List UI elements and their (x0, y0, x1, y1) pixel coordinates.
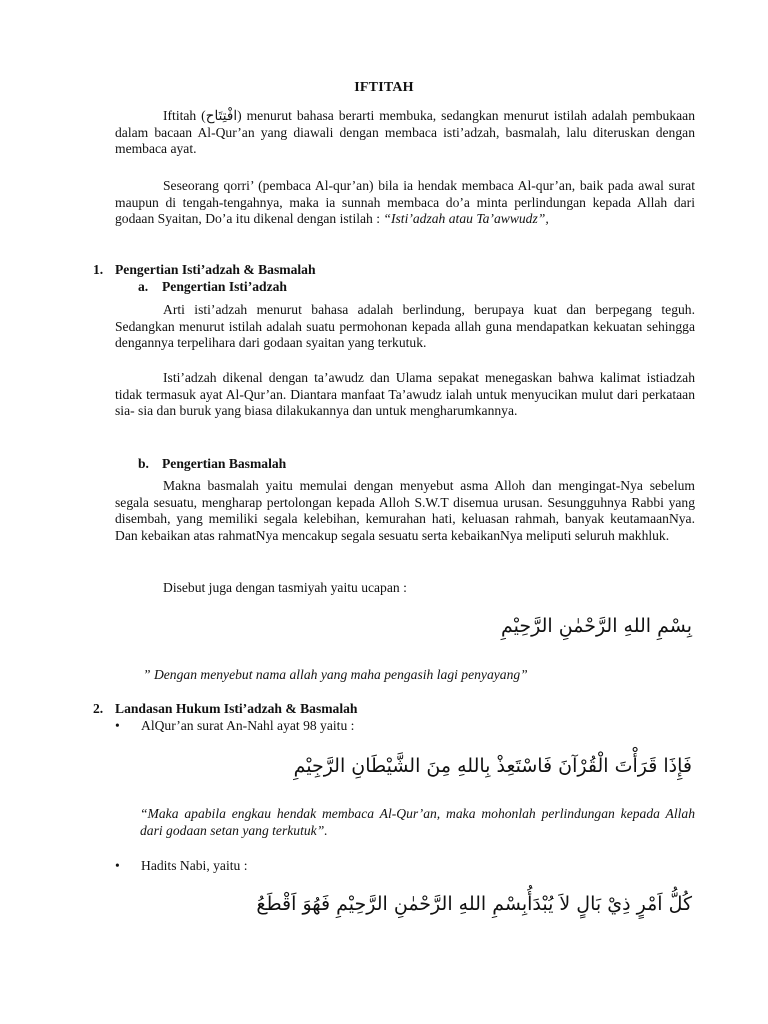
an-nahl-arabic: فَإِذَا قَرَأْتَ الْقُرْآنَ فَاسْتَعِذْ بِاللهِ مِنَ الشَّيْطَانِ الرَّجِيْمِ (293, 755, 692, 777)
section-2-title: Landasan Hukum Isti’adzah & Basmalah (115, 701, 358, 716)
an-nahl-translation: “Maka apabila engkau hendak membaca Al-Qur’an, maka mohonlah perlindungan kepada Allah dari godaan setan yang terkutuk”. (140, 806, 695, 838)
istiadzah-paragraph-1: Arti isti’adzah menurut bahasa adalah berlindung, berupaya kuat dan berpegang teguh. Sedangkan menurut istilah adalah suatu permohonan kepada allah guna mendapatkan kekuatan sehingga dengannya terpelihara dari godaan syaitan yang terkutuk. (115, 302, 695, 351)
section-1b-number: b. (138, 456, 149, 471)
section-1a-heading (138, 279, 287, 295)
section-1a-title: Pengertian Isti’adzah (162, 279, 287, 294)
section-2-heading (93, 701, 358, 717)
intro-paragraph-2-term: “Isti’adzah atau Ta’awwudz”, (383, 211, 549, 227)
bullet-icon: • (115, 718, 120, 733)
intro-paragraph-2 (115, 178, 695, 228)
section-1b-title: Pengertian Basmalah (162, 456, 287, 471)
intro-paragraph-1: Iftitah (افْتِتَاح) menurut bahasa berarti membuka, sedangkan menurut istilah adalah pembukaan dalam bacaan Al-Qur’an yang diawali dengan membaca isti’adzah, basmalah, lalu diteruskan dengan membaca ayat. (115, 108, 695, 157)
document-title: IFTITAH (354, 80, 414, 95)
section-2-number: 2. (93, 701, 104, 716)
basmalah-translation: ” Dengan menyebut nama allah yang maha pengasih lagi penyayang” (143, 667, 528, 682)
basmalah-paragraph-1: Makna basmalah yaitu memulai dengan menyebut asma Alloh dan mengingat-Nya sebelum segala sesuatu, mengharap pertolongan kepada Alloh S.W.T disemua urusan. Sesungguhnya Rabbi yang disembah, yang memiliki segala kelebihan, kemurahan hati, keluasan rahmah, banyak keutamaanNya. Dan kebaikan atas rahmatNya mencakup segala sesuatu serta kebaikanNya meliputi seluruh makhluk. (115, 478, 695, 543)
basmalah-arabic: بِسْمِ اللهِ الرَّحْمٰنِ الرَّحِيْمِ (501, 615, 692, 637)
section-1-title: Pengertian Isti’adzah & Basmalah (115, 262, 316, 277)
hadits-arabic: كُلُّ اَمْرٍ ذِيْ بَالٍ لاَ يُبْدَأُبِسْمِ اللهِ الرَّحْمٰنِ الرَّحِيْمِ فَهُوَ اَقْطَعُ (256, 893, 692, 915)
section-1-heading (93, 262, 316, 278)
section-1b-heading (138, 456, 286, 472)
list-item-quran (115, 718, 354, 734)
list-item-hadits (115, 858, 247, 874)
bullet-icon: • (115, 858, 120, 873)
intro-paragraph-2-text: Seseorang qorri’ (pembaca Al-qur’an) bila ia hendak membaca Al-qur’an, baik pada awal surat maupun di tengah-tengahnya, maka ia sunnah membaca do’a minta perlindungan kepada Allah dari godaan Syaitan, Do’a itu dikenal dengan istilah : (115, 178, 695, 227)
istiadzah-paragraph-2: Isti’adzah dikenal dengan ta’awudz dan Ulama sepakat menegaskan bahwa kalimat istiadzah tidak termasuk ayat Al-Qur’an. Diantara manfaat Ta’awudz ialah untuk menyucikan mulut dari perkataan sia- sia dan buruk yang biasa dilakukannya dan untuk mengharumkannya. (115, 370, 695, 419)
section-1a-number: a. (138, 279, 149, 294)
section-1-number: 1. (93, 262, 104, 277)
list-item-hadits-label: Hadits Nabi, yaitu : (141, 858, 248, 873)
list-item-quran-label: AlQur’an surat An-Nahl ayat 98 yaitu : (141, 718, 355, 733)
basmalah-paragraph-2: Disebut juga dengan tasmiyah yaitu ucapan : (163, 580, 407, 595)
